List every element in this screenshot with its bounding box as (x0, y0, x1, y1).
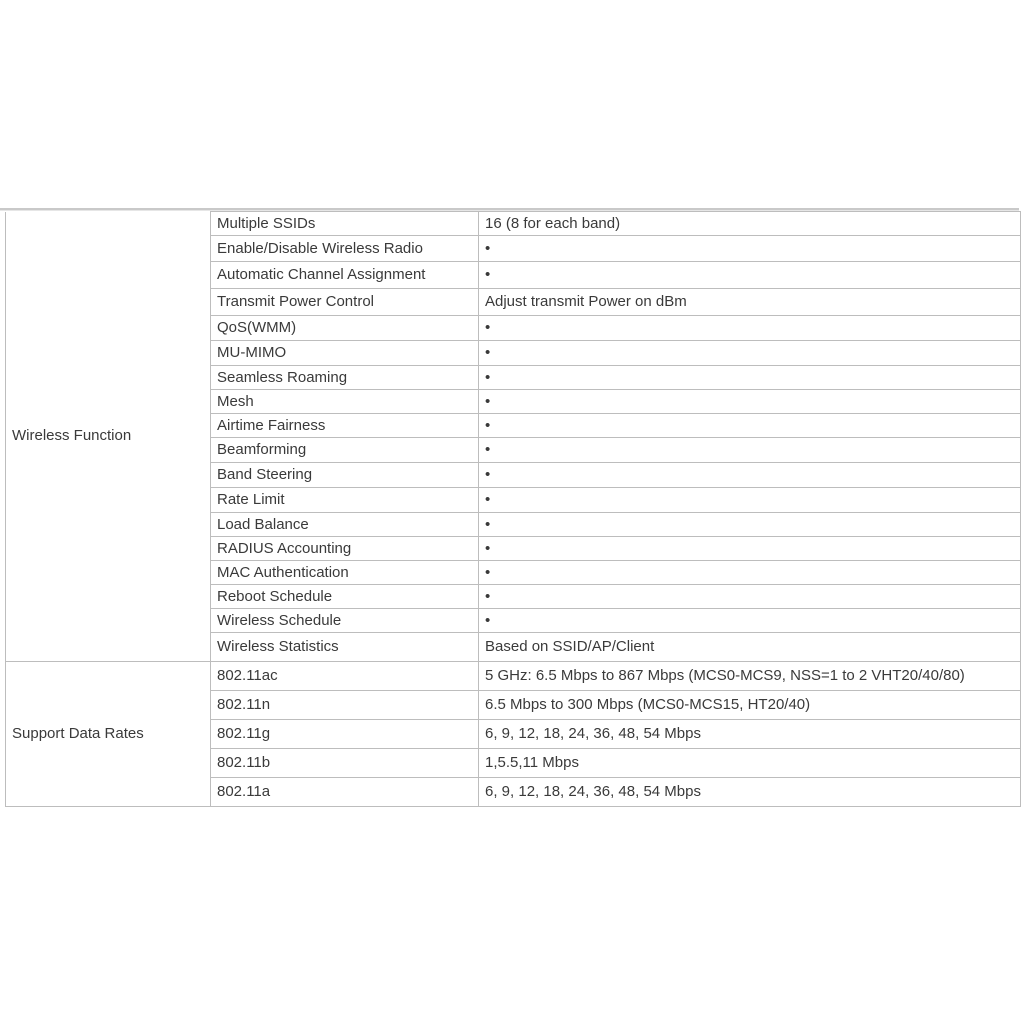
feature-cell: Wireless Schedule (211, 609, 479, 633)
value-cell: 1,5.5,11 Mbps (479, 749, 1021, 778)
spec-table (5, 211, 1021, 807)
feature-cell: RADIUS Accounting (211, 537, 479, 561)
table-row (6, 212, 1021, 236)
feature-cell: 802.11ac (211, 662, 479, 691)
feature-cell: Multiple SSIDs (211, 212, 479, 236)
feature-cell: Band Steering (211, 463, 479, 488)
value-cell: • (479, 414, 1021, 438)
value-cell: 6.5 Mbps to 300 Mbps (MCS0-MCS15, HT20/40) (479, 691, 1021, 720)
value-cell: • (479, 390, 1021, 414)
feature-cell: MU-MIMO (211, 341, 479, 366)
value-cell: • (479, 537, 1021, 561)
value-cell: • (479, 236, 1021, 262)
value-cell: Based on SSID/AP/Client (479, 633, 1021, 662)
value-cell: • (479, 609, 1021, 633)
feature-cell: Beamforming (211, 438, 479, 463)
value-cell: • (479, 561, 1021, 585)
feature-cell: 802.11n (211, 691, 479, 720)
value-cell: • (479, 488, 1021, 513)
value-cell: 6, 9, 12, 18, 24, 36, 48, 54 Mbps (479, 778, 1021, 807)
feature-cell: 802.11g (211, 720, 479, 749)
group-label: Wireless Function (6, 212, 211, 662)
value-cell: • (479, 463, 1021, 488)
value-cell: 16 (8 for each band) (479, 212, 1021, 236)
feature-cell: Wireless Statistics (211, 633, 479, 662)
value-cell: 5 GHz: 6.5 Mbps to 867 Mbps (MCS0-MCS9, NSS=1 to 2 VHT20/40/80) (479, 662, 1021, 691)
feature-cell: Automatic Channel Assignment (211, 262, 479, 289)
feature-cell: 802.11a (211, 778, 479, 807)
value-cell: • (479, 366, 1021, 390)
value-cell: • (479, 513, 1021, 537)
feature-cell: Enable/Disable Wireless Radio (211, 236, 479, 262)
value-cell: • (479, 438, 1021, 463)
table-row (6, 662, 1021, 691)
feature-cell: Load Balance (211, 513, 479, 537)
feature-cell: Seamless Roaming (211, 366, 479, 390)
value-cell: • (479, 262, 1021, 289)
value-cell: • (479, 341, 1021, 366)
feature-cell: QoS(WMM) (211, 316, 479, 341)
value-cell: Adjust transmit Power on dBm (479, 289, 1021, 316)
group-label: Support Data Rates (6, 662, 211, 807)
feature-cell: Reboot Schedule (211, 585, 479, 609)
feature-cell: Mesh (211, 390, 479, 414)
value-cell: • (479, 585, 1021, 609)
feature-cell: MAC Authentication (211, 561, 479, 585)
feature-cell: Airtime Fairness (211, 414, 479, 438)
feature-cell: Transmit Power Control (211, 289, 479, 316)
value-cell: 6, 9, 12, 18, 24, 36, 48, 54 Mbps (479, 720, 1021, 749)
spec-table-container (5, 208, 1019, 807)
value-cell: • (479, 316, 1021, 341)
feature-cell: 802.11b (211, 749, 479, 778)
feature-cell: Rate Limit (211, 488, 479, 513)
